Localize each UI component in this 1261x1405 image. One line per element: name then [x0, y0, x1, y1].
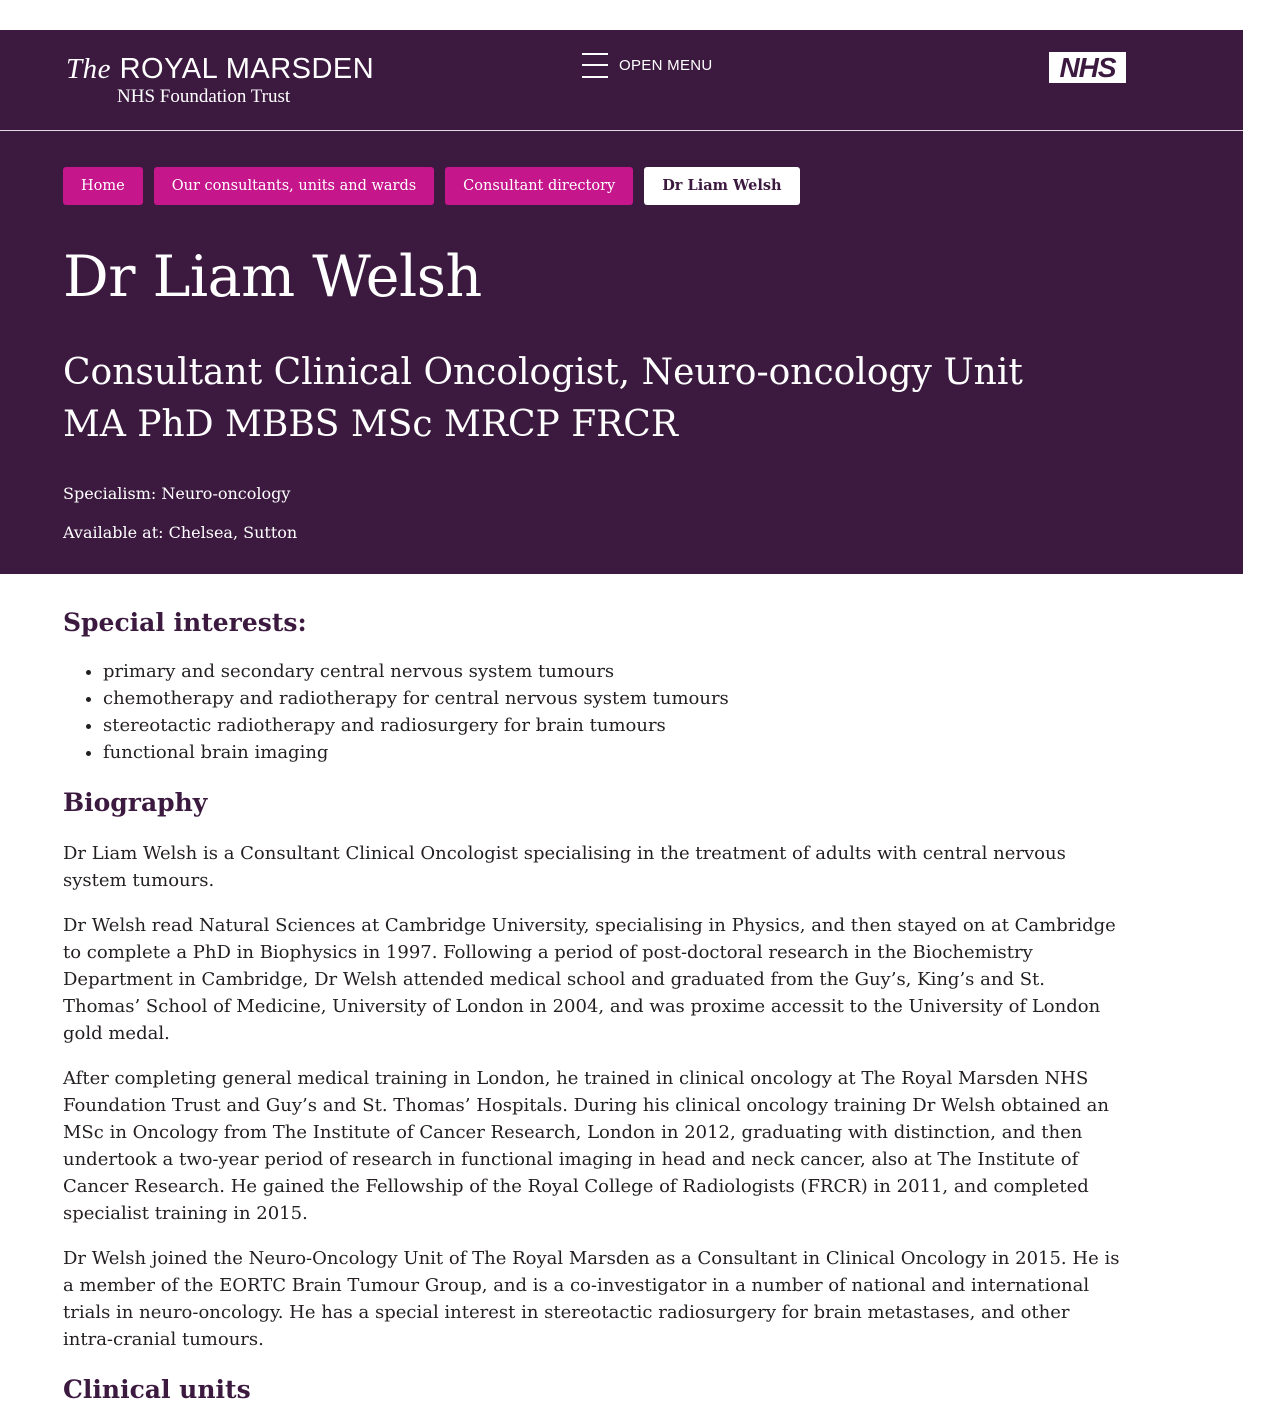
profile-hero: [0, 131, 1243, 574]
hamburger-icon: [582, 52, 608, 78]
list-item: • stereotactic radiotherapy and radiosurgery for brain tumours: [103, 712, 1123, 739]
logo-subtitle: NHS Foundation Trust: [117, 86, 291, 107]
site-header: [0, 30, 1243, 131]
logo-the: The: [66, 53, 111, 85]
breadcrumb-current: Dr Liam Welsh: [644, 167, 799, 205]
logo-name: ROYAL MARSDEN: [119, 53, 375, 85]
breadcrumb-consultant-directory[interactable]: Consultant directory: [445, 167, 633, 205]
clinical-units-heading: Clinical units: [63, 1375, 251, 1404]
biography-paragraph: Dr Liam Welsh is a Consultant Clinical Oncologist specialising in the treatment of adults with central nervous system tumours.: [63, 843, 1066, 891]
open-menu-button[interactable]: [582, 52, 713, 78]
breadcrumb-home[interactable]: Home: [63, 167, 143, 205]
biography-paragraph: After completing general medical training in London, he trained in clinical oncology at The Royal Marsden NHS Foundation Trust and Guy’s and St. Thomas’ Hospitals. During his clinical oncology training Dr Welsh obtained an MSc in Oncology from The Institute of Cancer Research, London in 2012, graduating with distinction, and then undertook a two-year period of research in functional imaging in head and neck cancer, also at The Institute of Cancer Research. He gained the Fellowship of the Royal College of Radiologists (FRCR) in 2011, and completed specialist training in 2015.: [63, 1068, 1109, 1224]
biography-paragraph: Dr Welsh read Natural Sciences at Cambridge University, specialising in Physics, and then stayed on at Cambridge to complete a PhD in Biophysics in 1997. Following a period of post-doctoral research in the Biochemistry Department in Cambridge, Dr Welsh attended medical school and graduated from the Guy’s, King’s and St. Thomas’ School of Medicine, University of London in 2004, and was proxime accessit to the University of London gold medal.: [63, 915, 1116, 1044]
consultant-title: Consultant Clinical Oncologist, Neuro-oncology Unit MA PhD MBBS MSc MRCP FRCR: [63, 352, 1023, 445]
biography-heading: Biography: [63, 788, 208, 817]
open-menu-label: OPEN MENU: [619, 56, 713, 74]
royal-marsden-logo[interactable]: [66, 52, 374, 108]
list-item: • chemotherapy and radiotherapy for central nervous system tumours: [103, 685, 1123, 712]
hero-band: [0, 30, 1243, 574]
breadcrumb-consultants-units-wards[interactable]: Our consultants, units and wards: [154, 167, 434, 205]
specialism: Specialism: Neuro-oncology: [63, 484, 291, 503]
page-title: Dr Liam Welsh: [63, 244, 482, 310]
special-interests-list: [63, 658, 1123, 766]
breadcrumb: [63, 167, 1180, 205]
available-at: Available at: Chelsea, Sutton: [63, 523, 298, 542]
list-item: • functional brain imaging: [103, 739, 1123, 766]
profile-content: [0, 574, 1186, 1405]
special-interests-heading: Special interests:: [63, 608, 307, 637]
biography-paragraph: Dr Welsh joined the Neuro-Oncology Unit of The Royal Marsden as a Consultant in Clinical Oncology in 2015. He is a member of the EORTC Brain Tumour Group, and is a co-investigator in a number of national and international trials in neuro-oncology. He has a special interest in stereotactic radiosurgery for brain metastases, and other intra-cranial tumours.: [63, 1248, 1120, 1350]
nhs-logo[interactable]: NHS: [1049, 52, 1126, 83]
list-item: • primary and secondary central nervous system tumours: [103, 658, 1123, 685]
